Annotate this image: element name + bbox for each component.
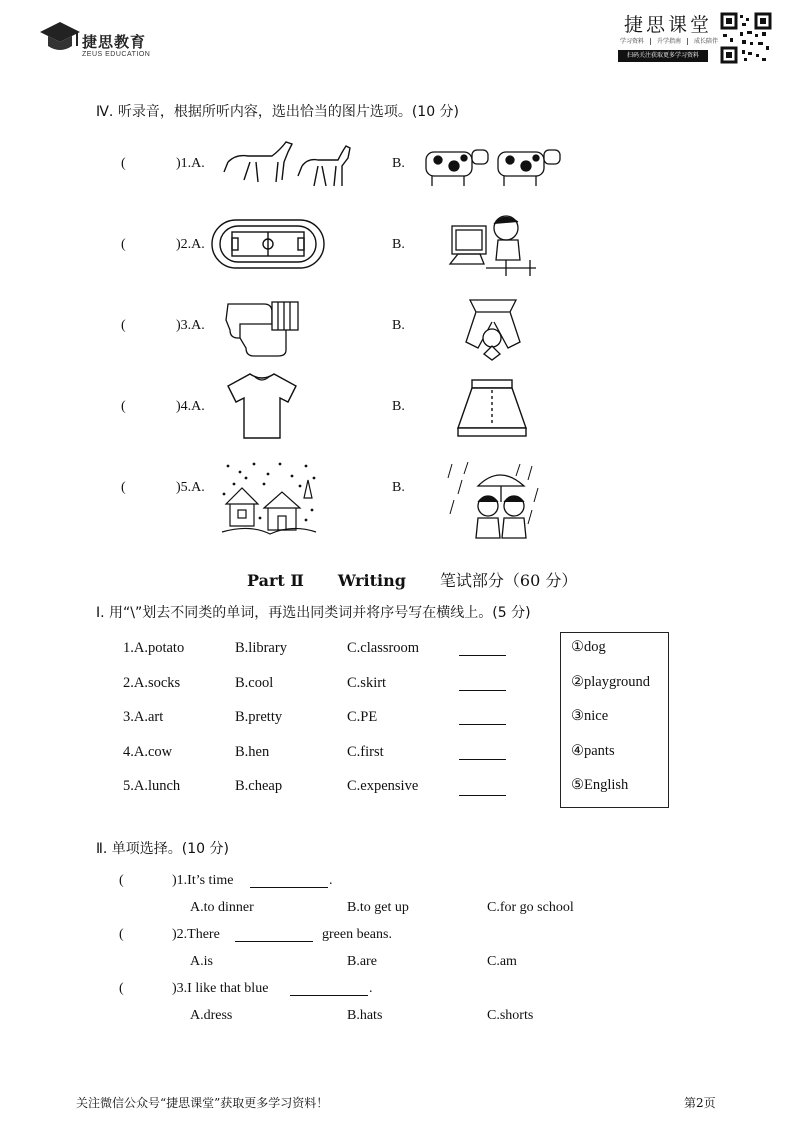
answer-blank[interactable] [459, 724, 506, 725]
snow-house-icon [220, 458, 318, 538]
choice-a: A.to dinner [190, 900, 254, 915]
brand-tag: 学习资料 [620, 38, 651, 45]
word-option: 3.A.art [123, 709, 164, 725]
choice-b: B.to get up [347, 900, 409, 915]
answer-paren: ( [121, 480, 126, 495]
section-title-odd-one-out: Ⅰ. 用“\”划去不同类的单词，再选出同类词并将序号写在横线上。(5 分) [96, 605, 531, 621]
option-b-label: B. [392, 237, 405, 252]
brand-tags [620, 36, 730, 45]
word-option: 4.A.cow [123, 744, 173, 760]
word-option: C.classroom [347, 640, 420, 656]
answer-blank[interactable] [250, 887, 328, 888]
word-option: C.first [347, 744, 384, 760]
scarf-icon [462, 298, 524, 362]
word-option: B.pretty [235, 709, 283, 725]
part-writing: Writing [337, 571, 406, 590]
word-bank-item: ⑤English [571, 777, 629, 793]
word-option: B.cool [235, 675, 274, 691]
part-cn: 笔试部分（60 分） [439, 571, 578, 590]
question-stem: )2.There [172, 927, 220, 942]
question-number: )2.A. [176, 237, 205, 252]
option-b-label: B. [392, 399, 405, 414]
word-option: C.PE [347, 709, 378, 725]
brand-title: 捷思课堂 [624, 14, 713, 36]
question-stem: )1.It’s time [172, 873, 234, 888]
tshirt-icon [226, 372, 298, 440]
word-option: C.skirt [347, 675, 387, 691]
horses-icon [222, 132, 352, 192]
word-option: C.expensive [347, 778, 419, 794]
gloves-icon [224, 294, 302, 360]
option-b-label: B. [392, 156, 405, 171]
part-label: Part Ⅱ [247, 571, 304, 590]
question-number: )1.A. [176, 156, 205, 171]
logo-text: 捷思教育 [82, 33, 147, 51]
question-stem-end: green beans. [322, 927, 392, 942]
answer-paren: ( [121, 399, 126, 414]
word-option: B.cheap [235, 778, 283, 794]
word-bank-item: ②playground [571, 674, 651, 690]
page-number: 第2页 [684, 1096, 716, 1110]
graduation-cap-icon [38, 18, 82, 58]
answer-blank[interactable] [290, 995, 368, 996]
choice-c: C.am [487, 954, 517, 969]
qr-code-icon[interactable] [720, 12, 772, 64]
word-option: 2.A.socks [123, 675, 181, 691]
choice-b: B.are [347, 954, 377, 969]
word-bank-box [560, 632, 669, 808]
boy-computer-icon [446, 212, 538, 278]
answer-paren: ( [121, 318, 126, 333]
word-option: 1.A.potato [123, 640, 185, 656]
question-stem-end: . [329, 873, 333, 888]
answer-paren: ( [121, 156, 126, 171]
word-bank-item: ③nice [571, 708, 609, 724]
choice-c: C.for go school [487, 900, 574, 915]
word-bank-item: ①dog [571, 639, 606, 655]
answer-blank[interactable] [235, 941, 313, 942]
section-title-listening: Ⅳ. 听录音，根据所听内容，选出恰当的图片选项。(10 分) [96, 104, 460, 120]
part-title [247, 568, 577, 591]
answer-blank[interactable] [459, 690, 506, 691]
answer-paren: ( [119, 981, 124, 996]
word-option: B.library [235, 640, 287, 656]
question-number: )4.A. [176, 399, 205, 414]
word-bank-item: ④pants [571, 743, 615, 759]
question-stem: )3.I like that blue [172, 981, 269, 996]
question-stem-end: . [369, 981, 373, 996]
playground-icon [210, 218, 326, 270]
option-b-label: B. [392, 480, 405, 495]
rain-umbrella-icon [448, 460, 540, 540]
answer-paren: ( [121, 237, 126, 252]
answer-blank[interactable] [459, 759, 506, 760]
cows-icon [424, 144, 564, 190]
question-number: )3.A. [176, 318, 205, 333]
brand-bar: 扫码关注获取更多学习资料 [618, 50, 708, 62]
choice-a: A.is [190, 954, 213, 969]
skirt-icon [454, 378, 530, 440]
choice-b: B.hats [347, 1008, 383, 1023]
choice-a: A.dress [190, 1008, 233, 1023]
question-number: )5.A. [176, 480, 205, 495]
answer-paren: ( [119, 873, 124, 888]
footer-note: 关注微信公众号“捷思课堂”获取更多学习资料！ [76, 1096, 329, 1110]
answer-blank[interactable] [459, 795, 506, 796]
choice-c: C.shorts [487, 1008, 534, 1023]
brand-tag: 升学指南 [657, 38, 688, 45]
option-b-label: B. [392, 318, 405, 333]
answer-blank[interactable] [459, 655, 506, 656]
word-option: B.hen [235, 744, 270, 760]
word-option: 5.A.lunch [123, 778, 181, 794]
section-title-multiple-choice: Ⅱ. 单项选择。(10 分) [96, 841, 229, 857]
logo-subtitle: ZEUS EDUCATION [82, 51, 151, 58]
logo [38, 18, 178, 62]
brand-tag: 成长陪伴 [694, 38, 719, 45]
answer-paren: ( [119, 927, 124, 942]
